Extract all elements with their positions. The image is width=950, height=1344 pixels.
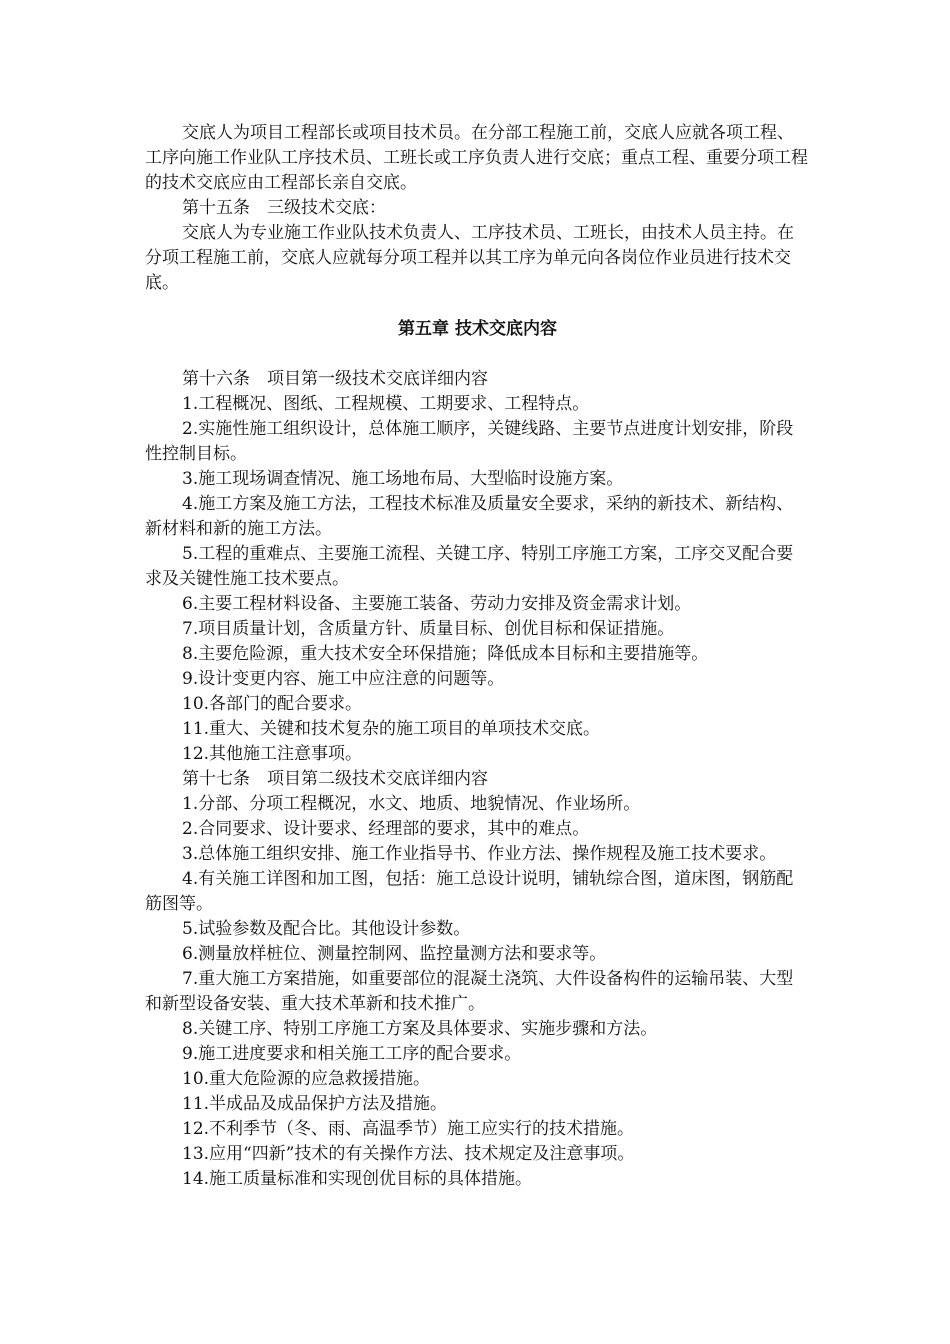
spacer — [145, 342, 810, 367]
list-item: 8.关键工序、特别工序施工方案及具体要求、实施步骤和方法。 — [182, 1019, 658, 1039]
article-17-title: 第十七条 项目第二级技术交底详细内容 — [182, 769, 488, 789]
chapter-title: 第五章 技术交底内容 — [398, 319, 557, 339]
document-body — [145, 121, 810, 1192]
list-item: 1.工程概况、图纸、工程规模、工期要求、工程特点。 — [182, 394, 590, 414]
list-item: 3.施工现场调查情况、施工场地布局、大型临时设施方案。 — [182, 469, 624, 489]
list-item: 9.施工进度要求和相关施工工序的配合要求。 — [182, 1044, 522, 1064]
spacer — [145, 296, 810, 317]
list-item: 5.工程的重难点、主要施工流程、关键工序、特别工序施工方案，工序交叉配合要求及关键性施工技术要点。 — [145, 544, 794, 589]
list-item: 14.施工质量标准和实现创优目标的具体措施。 — [182, 1169, 533, 1189]
list-item: 9.设计变更内容、施工中应注意的问题等。 — [182, 669, 505, 689]
intro-paragraph: 交底人为项目工程部长或项目技术员。在分部工程施工前，交底人应就各项工程、工序向施工作业队工序技术员、工班长或工序负责人进行交底；重点工程、重要分项工程的技术交底应由工程部长亲自交底。 — [145, 123, 808, 193]
list-item: 10.重大危险源的应急救援措施。 — [182, 1069, 431, 1089]
list-item: 11.半成品及成品保护方法及措施。 — [182, 1094, 448, 1114]
list-item: 1.分部、分项工程概况，水文、地质、地貌情况、作业场所。 — [182, 794, 641, 814]
list-item: 3.总体施工组织安排、施工作业指导书、作业方法、操作规程及施工技术要求。 — [182, 844, 777, 864]
article-15-title: 第十五条 三级技术交底： — [182, 198, 386, 218]
list-item: 5.试验参数及配合比。其他设计参数。 — [182, 919, 471, 939]
list-item: 12.其他施工注意事项。 — [182, 744, 363, 764]
list-item: 6.测量放样桩位、测量控制网、监控量测方法和要求等。 — [182, 944, 607, 964]
list-item: 4.施工方案及施工方法，工程技术标准及质量安全要求，采纳的新技术、新结构、新材料和新的施工方法。 — [145, 494, 794, 539]
article-16-title: 第十六条 项目第一级技术交底详细内容 — [182, 369, 488, 389]
list-item: 2.合同要求、设计要求、经理部的要求，其中的难点。 — [182, 819, 590, 839]
list-item: 13.应用“四新”技术的有关操作方法、技术规定及注意事项。 — [182, 1144, 635, 1164]
list-item: 4.有关施工详图和加工图，包括：施工总设计说明，铺轨综合图，道床图，钢筋配筋图等。 — [145, 869, 794, 914]
list-item: 12.不利季节（冬、雨、高温季节）施工应实行的技术措施。 — [182, 1119, 635, 1139]
intro-paragraph: 交底人为专业施工作业队技术负责人、工序技术员、工班长，由技术人员主持。在分项工程施工前，交底人应就每分项工程并以其工序为单元向各岗位作业员进行技术交底。 — [145, 223, 794, 293]
list-item: 11.重大、关键和技术复杂的施工项目的单项技术交底。 — [182, 719, 601, 739]
list-item: 8.主要危险源，重大技术安全环保措施；降低成本目标和主要措施等。 — [182, 644, 709, 664]
list-item: 10.各部门的配合要求。 — [182, 694, 363, 714]
list-item: 2.实施性施工组织设计，总体施工顺序，关键线路、主要节点进度计划安排，阶段性控制目标。 — [145, 419, 794, 464]
list-item: 7.项目质量计划，含质量方针、质量目标、创优目标和保证措施。 — [182, 619, 675, 639]
list-item: 6.主要工程材料设备、主要施工装备、劳动力安排及资金需求计划。 — [182, 594, 692, 614]
list-item: 7.重大施工方案措施，如重要部位的混凝土浇筑、大件设备构件的运输吊装、大型和新型设备安装、重大技术革新和技术推广。 — [145, 969, 794, 1014]
